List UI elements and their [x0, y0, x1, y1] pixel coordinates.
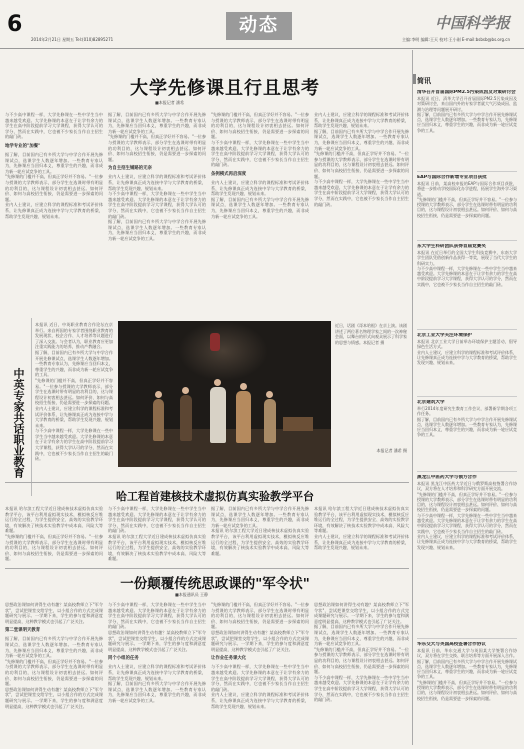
brief-item [417, 333, 517, 393]
brief-headline: 清华召开首届国际PM2.5污染成因及对策研讨会 [417, 90, 516, 95]
brief-item [417, 642, 517, 742]
body-text: 业内人士建议，应建立科学的课程标准和考试评价体系，让先修课真正成为连接中学与大学教育的桥梁，帮助学生发现兴趣、规划未来。 [108, 174, 206, 191]
body-text: 业内人士建议，应建立科学的课程标准和考试评价体系，让先修课真正成为连接中学与大学教育的桥梁，帮助学生发现兴趣、规划未来。 [5, 202, 103, 219]
brief-item [417, 475, 517, 635]
page-number: 6 [7, 12, 23, 37]
body-text: 业内人士建议，应建立科学的课程标准和考试评价体系，让先修课真正成为连接中学与大学教育的桥梁，帮助学生发现兴趣、规划未来。 [108, 664, 206, 681]
body-text: "先修课的门槛并不高，但真正学好并不容易。"一位参与授课的大学教师表示，部分学生在选课时带有明显的功利目的，这与课程设计初衷相去甚远。如何评价、如何与高校招生衔接，仍是需要进一步探索的问题。 [211, 602, 309, 630]
brief-text: "先修课的门槛并不高，但真正学好并不容易。"一位参与授课的大学教师表示，部分学生在选课时带有明显的功利目的，这与课程设计初衷相去甚远。如何评价、如何与高校招生衔接，仍是需要进一步探索的问题。 [417, 679, 517, 701]
subhead: 为自主招生铺路的无奈 [108, 166, 152, 172]
brief-text: 本报讯 黑龙江中医药大学近日与俄罗斯高校签署合作协议，双方将在人才培养和科学研究方面开展交流。 [417, 481, 517, 492]
actor-head [240, 383, 247, 390]
article-3-column-1 [5, 602, 103, 742]
actor-figure [236, 391, 251, 443]
body-text: 据了解，目前国内已有多所大学与中学合作开展先修课试点，选课学生人数逐年增加。一些教育专家认为，先修课应当回归本义，尊重学生的兴趣，而非成为新一轮应试竞争的工具。 [211, 506, 309, 528]
article-2-column-2 [108, 506, 206, 566]
brief-headline: 黑龙江中医药大学与俄方合作 [417, 475, 477, 480]
brief-item [417, 90, 517, 168]
brief-item [417, 400, 517, 468]
body-text: 本报讯 近日，中英职业教育合作论坛在京举行。来自两国的专家学者围绕职业教育的发展现状、校企合作、人才培养等议题进行了深入交流。与会者认为，职业教育应更加注重实践能力的培养，推动产教融合。 [35, 322, 113, 350]
sidebar-title: 简讯 [417, 77, 431, 85]
brief-text: 本报讯 在近日举行的全国大学生科技竞赛中，东南大学学生团队凭借创新作品获得一等奖，展现了当代大学生的科研实力。 [417, 250, 517, 266]
body-text: 据了解，目前国内已有多所大学与中学合作开展先修课试点，选课学生人数逐年增加。一些教育专家认为，先修课应当回归本义，尊重学生的兴趣，而非成为新一轮应试竞争的工具。 [35, 349, 113, 378]
body-text: 据了解，目前国内已有多所大学与中学合作开展先修课试点，选课学生人数逐年增加。一些教育专家认为，先修课应当回归本义，尊重学生的兴趣，而非成为新一轮应试竞争的工具。 [211, 196, 309, 219]
brief-text: 本报讯 近日，清华大学召开首届国际PM2.5污染成因及对策研讨会，来自国内外的专家学者就大气污染成因、监测与治理等问题展开研讨。 [417, 96, 517, 112]
brief-headline: 华东交大与英国高校签署合作协议 [417, 642, 486, 647]
body-text: 据了解，目前国内已有多所大学与中学合作开展先修课试点，选课学生人数逐年增加。一些教育专家认为，先修课应当回归本义，尊重学生的兴趣，而非成为新一轮应试竞争的工具。 [108, 112, 206, 134]
body-text: "先修课的门槛并不高，但真正学好并不容易。"一位参与授课的大学教师表示，部分学生在选课时带有明显的功利目的，这与课程设计初衷相去甚远。如何评价、如何与高校招生衔接，仍是需要进一步探索的问题。 [35, 377, 113, 406]
divider [5, 482, 409, 483]
body-text: 本报讯 哈尔滨工程大学近日建成核技术虚拟仿真实验教学平台，该平台利用虚拟现实技术，模拟核反应堆运行的全过程，为学生提供安全、高效的实验教学环境，有效解决了核技术实验教学中成本高、风险大等难题。 [108, 533, 206, 562]
body-text: 据了解，目前国内已有多所大学与中学合作开展先修课试点，选课学生人数逐年增加。一些教育专家认为，先修课应当回归本义，尊重学生的兴趣，而非成为新一轮应试竞争的工具。 [314, 128, 409, 151]
body-text: "先修课的门槛并不高，但真正学好并不容易。"一位参与授课的大学教师表示，部分学生在选课时带有明显的功利目的，这与课程设计初衷相去甚远。如何评价、如何与高校招生衔接，仍是需要进一步探索的问题。 [108, 134, 206, 162]
brief-headline: 东大学生科研团队获得首届竞赛奖 [417, 244, 486, 249]
divider [417, 471, 517, 472]
article-2-column-1 [5, 506, 103, 566]
brief-headline: 北京建筑大学 [417, 400, 445, 405]
actor-head [266, 391, 273, 398]
brief-item [417, 244, 517, 326]
actor-figure [264, 399, 276, 443]
subhead: 同个小组的任务 [108, 656, 139, 662]
body-text: 思想政治课如何讲得生动有趣？某高校教师立下"军令状"，尝试把课堂交给学生，以小组合作的方式完成课题研究与展示。一学期下来，学生的参与度和满意度明显提高，这种教学模式也引起了广泛关注。 [211, 629, 309, 652]
main-byline: ■本报记者 潘希 [155, 100, 185, 105]
brief-text: 业内人士建议，应建立科学的课程标准和考试评价体系，让先修课真正成为连接中学与大学教育的桥梁，帮助学生发现兴趣、规划未来。 [417, 349, 517, 366]
photo-credit: 本报记者 潘希 摄 [376, 448, 407, 453]
body-text: 业内人士建议，应建立科学的课程标准和考试评价体系，让先修课真正成为连接中学与大学教育的桥梁，帮助学生发现兴趣、规划未来。 [211, 692, 309, 709]
body-text: 业内人士建议，应建立科学的课程标准和考试评价体系，让先修课真正成为连接中学与大学教育的桥梁，帮助学生发现兴趣、规划未来。 [35, 405, 113, 428]
divider [417, 240, 517, 241]
main-content [5, 50, 409, 745]
brief-text: 本报讯 日前，某高校申报的EAP与国际合作项目获批，将进一步推动学校国际化办学进程，拓展学生海外学习渠道。 [417, 181, 517, 197]
body-text: 与不少高中课程一样，大学先修课在一些中学生当中越来越受欢迎。大学先修课的本意在于让学有余力的学生在高中阶段提前学习大学课程，获得大学认可的学分，然而在实践中，它也被不少家长当作自主招生的敲门砖。 [211, 139, 309, 168]
brief-text: 举行2014年度研究生教育工作会议，部署新学期各项工作任务。 [417, 406, 517, 417]
body-text: "先修课的门槛并不高，但真正学好并不容易。"一位参与授课的大学教师表示，部分学生在选课时带有明显的功利目的，这与课程设计初衷相去甚远。如何评价、如何与高校招生衔接，仍是需要进一步探索的问题。 [211, 112, 309, 140]
brief-text: 据了解，目前国内已有多所大学与中学合作开展先修课试点，选课学生人数逐年增加。一些教育专家认为，先修课应当回归本义，尊重学生的兴趣，而非成为新一轮应试竞争的工具。 [417, 416, 517, 438]
body-text: 与不少高中课程一样，大学先修课在一些中学生当中越来越受欢迎。大学先修课的本意在于让学有余力的学生在高中阶段提前学习大学课程，获得大学认可的学分，然而在实践中，它也被不少家长当作自主招生的敲门砖。 [5, 112, 103, 140]
divider [417, 329, 517, 330]
body-text: "先修课的门槛并不高，但真正学好并不容易。"一位参与授课的大学教师表示，部分学生在选课时带有明显的功利目的，这与课程设计初衷相去甚远。如何评价、如何与高校招生衔接，仍是需要进一步探索的问题。 [314, 646, 409, 675]
brief-headline: EAP与国际合作新增专业项目获批 [417, 175, 487, 180]
body-text: 业内人士建议，应建立科学的课程标准和考试评价体系，让先修课真正成为连接中学与大学教育的桥梁，帮助学生发现兴趣、规划未来。 [314, 112, 409, 129]
body-text: 本报讯 哈尔滨工程大学近日建成核技术虚拟仿真实验教学平台，该平台利用虚拟现实技术，模拟核反应堆运行的全过程，为学生提供安全、高效的实验教学环境，有效解决了核技术实验教学中成本高、风险大等难题。 [211, 528, 309, 556]
body-text: 与不少高中课程一样，大学先修课在一些中学生当中越来越受欢迎。大学先修课的本意在于让学有余力的学生在高中阶段提前学习大学课程，获得大学认可的学分，然而在实践中，它也被不少家长当作自主招生的敲门砖。 [211, 664, 309, 692]
actor-figure [210, 387, 226, 443]
body-text: 据了解，目前国内已有多所大学与中学合作开展先修课试点，选课学生人数逐年增加。一些教育专家认为，先修课应当回归本义，尊重学生的兴趣，而非成为新一轮应试竞争的工具。 [5, 636, 103, 659]
body-text: 思想政治课如何讲得生动有趣？某高校教师立下"军令状"，尝试把课堂交给学生，以小组合作的方式完成课题研究与展示。一学期下来，学生的参与度和满意度明显提高，这种教学模式也引起了广泛关注。 [108, 629, 206, 652]
brief-text: 与不少高中课程一样，大学先修课在一些中学生当中越来越受欢迎。大学先修课的本意在于让学有余力的学生在高中阶段提前学习大学课程，获得大学认可的学分，然而在实践中，它也被不少家长当作自主招生的敲门砖。 [417, 265, 517, 287]
article-3-headline: 一份颠覆传统思政课的"军令状" [120, 576, 310, 592]
body-text: 与不少高中课程一样，大学先修课在一些中学生当中越来越受欢迎。大学先修课的本意在于让学有余力的学生在高中阶段提前学习大学课程，获得大学认可的学分，然而在实践中，它也被不少家长当作自主招生的敲门砖。 [108, 191, 206, 219]
body-text: 思想政治课如何讲得生动有趣？某高校教师立下"军令状"，尝试把课堂交给学生，以小组合作的方式完成课题研究与展示。一学期下来，学生的参与度和满意度明显提高，这种教学模式也引起了广泛关注。 [5, 686, 103, 709]
article-3-column-4 [314, 602, 409, 742]
brief-text: 本报讯 北京工业大学日前举办环境保护主题活动，倡导绿色生活方式。 [417, 339, 517, 350]
article-3-column-3 [211, 602, 309, 742]
brief-text: "先修课的门槛并不高，但真正学好并不容易。"一位参与授课的大学教师表示，部分学生在选课时带有明显的功利目的，这与课程设计初衷相去甚远。如何评价、如何与高校招生衔接，仍是需要进一步探索的问题。 [417, 491, 517, 513]
body-text: 思想政治课如何讲得生动有趣？某高校教师立下"军令状"，尝试把课堂交给学生，以小组合作的方式完成课题研究与展示。一学期下来，学生的参与度和满意度明显提高，这种教学模式也引起了广泛关注。 [5, 602, 103, 624]
actor-figure [153, 399, 164, 441]
body-text: "先修课的门槛并不高，但真正学好并不容易。"一位参与授课的大学教师表示，部分学生在选课时带有明显的功利目的，这与课程设计初衷相去甚远。如何评价、如何与高校招生衔接，仍是需要进一步探索的问题。 [314, 151, 409, 179]
divider [31, 318, 32, 496]
actor-figure [180, 395, 192, 441]
brief-text: 据了解，目前国内已有多所大学与中学合作开展先修课试点，选课学生人数逐年增加。一些教育专家认为，先修课应当回归本义，尊重学生的兴趣，而非成为新一轮应试竞争的工具。 [417, 111, 517, 133]
body-text: 与不少高中课程一样，大学先修课在一些中学生当中越来越受欢迎。大学先修课的本意在于让学有余力的学生在高中阶段提前学习大学课程，获得大学认可的学分，然而在实践中，它也被不少家长当作自主招生的敲门砖。 [108, 506, 206, 534]
stage-table [283, 417, 313, 431]
main-headline: 大学先修课且行且思考 [130, 78, 320, 99]
divider [417, 396, 517, 397]
body-text: 据了解，目前国内已有多所大学与中学合作开展先修课试点，选课学生人数逐年增加。一些教育专家认为，先修课应当回归本义，尊重学生的兴趣，而非成为新一轮应试竞争的工具。 [5, 151, 103, 174]
divider [417, 171, 517, 172]
masthead-logo: 中国科学报 [434, 14, 510, 32]
article-3-column-2 [108, 602, 206, 742]
main-column-3 [211, 112, 309, 320]
body-text: "先修课的门槛并不高，但真正学好并不容易。"一位参与授课的大学教师表示，部分学生在选课时带有明显的功利目的，这与课程设计初衷相去甚远。如何评价、如何与高校招生衔接，仍是需要进一步探索的问题。 [5, 174, 103, 202]
body-text: 与不少高中课程一样，大学先修课在一些中学生当中越来越受欢迎。大学先修课的本意在于让学有余力的学生在高中阶段提前学习大学课程，获得大学认可的学分，然而在实践中，它也被不少家长当作自主招生的敲门砖。 [314, 179, 409, 207]
body-text: 据了解，目前国内已有多所大学与中学合作开展先修课试点，选课学生人数逐年增加。一些教育专家认为，先修课应当回归本义，尊重学生的兴趣，而非成为新一轮应试竞争的工具。 [108, 681, 206, 703]
section-marker [413, 74, 416, 84]
brief-text: 业内人士建议，应建立科学的课程标准和考试评价体系，让先修课真正成为连接中学与大学教育的桥梁，帮助学生发现兴趣、规划未来。 [417, 533, 517, 550]
feature-column [35, 322, 113, 484]
divider [417, 638, 517, 639]
brief-text: 据了解，目前国内已有多所大学与中学合作开展先修课试点，选课学生人数逐年增加。一些教育专家认为，先修课应当回归本义，尊重学生的兴趣，而非成为新一轮应试竞争的工具。 [417, 658, 517, 680]
body-text: 本报讯 哈尔滨工程大学近日建成核技术虚拟仿真实验教学平台，该平台利用虚拟现实技术，模拟核反应堆运行的全过程，为学生提供安全、高效的实验教学环境，有效解决了核技术实验教学中成本高、风险大等难题。 [5, 506, 103, 534]
brief-headline: 北京工业大学关注环境保护 [417, 333, 473, 338]
actor-head [182, 387, 189, 394]
subhead: 地学专业的"加餐" [5, 143, 41, 149]
photo-caption: 近日，话剧《哥本哈根》在京上演。该剧讲述了两位著名物理学家之间的一次神秘会面，以舞台的形式向观众展示了科学家的思想与情感。本报记者 摄 [335, 323, 407, 345]
stage-photo [118, 321, 331, 467]
brief-text: 与不少高中课程一样，大学先修课在一些中学生当中越来越受欢迎。大学先修课的本意在于让学有余力的学生在高中阶段提前学习大学课程，获得大学认可的学分，然而在实践中，它也被不少家长当作自主招生的敲门砖。 [417, 512, 517, 534]
body-text: 据了解，目前国内已有多所大学与中学合作开展先修课试点，选课学生人数逐年增加。一些教育专家认为，先修课应当回归本义，尊重学生的兴趣，而非成为新一轮应试竞争的工具。 [314, 624, 409, 647]
feature-title: 中英专家共话职业教育 [12, 368, 25, 478]
actor-head [155, 391, 162, 398]
editor-line: 主编:李明 编辑:王天 校对:王小刚 E-mail:bsbsb@bs.org.cn [402, 37, 510, 42]
body-text: 与不少高中课程一样，大学先修课在一些中学生当中越来越受欢迎。大学先修课的本意在于让学有余力的学生在高中阶段提前学习大学课程，获得大学认可的学分，然而在实践中，它也被不少家长当作自主招生的敲门砖。 [108, 602, 206, 630]
body-text: 与不少高中课程一样，大学先修课在一些中学生当中越来越受欢迎。大学先修课的本意在于让学有余力的学生在高中阶段提前学习大学课程，获得大学认可的学分，然而在实践中，它也被不少家长当作自主招生的敲门砖。 [314, 674, 409, 703]
article-3-byline: ■本报通讯员 王静 [175, 592, 209, 597]
body-text: 与不少高中课程一样，大学先修课在一些中学生当中越来越受欢迎。大学先修课的本意在于让学有余力的学生在高中阶段提前学习大学课程，获得大学认可的学分，然而在实践中，它也被不少家长当作自主招生的敲门砖。 [35, 428, 113, 462]
article-2-column-3 [211, 506, 309, 566]
body-text: 业内人士建议，应建立科学的课程标准和考试评价体系，让先修课真正成为连接中学与大学教育的桥梁，帮助学生发现兴趣、规划未来。 [211, 179, 309, 197]
body-text: 业内人士建议，应建立科学的课程标准和考试评价体系，让先修课真正成为连接中学与大学教育的桥梁，帮助学生发现兴趣、规划未来。 [314, 533, 409, 551]
subhead: 条例模式再启深度 [211, 171, 247, 177]
body-text: "先修课的门槛并不高，但真正学好并不容易。"一位参与授课的大学教师表示，部分学生在选课时带有明显的功利目的，这与课程设计初衷相去甚远。如何评价、如何与高校招生衔接，仍是需要进一步探索的问题。 [5, 533, 103, 562]
body-text: 思想政治课如何讲得生动有趣？某高校教师立下"军令状"，尝试把课堂交给学生，以小组合作的方式完成课题研究与展示。一学期下来，学生的参与度和满意度明显提高，这种教学模式也引起了广泛关注。 [314, 602, 409, 624]
main-column-2 [108, 112, 206, 320]
actor-head [214, 379, 221, 386]
article-2-headline: 哈工程首建核技术虚拟仿真实验教学平台 [116, 490, 314, 503]
main-column-4 [314, 112, 409, 320]
brief-item [417, 175, 517, 237]
article-2-column-4 [314, 506, 409, 566]
body-text: 本报讯 哈尔滨工程大学近日建成核技术虚拟仿真实验教学平台，该平台利用虚拟现实技术，模拟核反应堆运行的全过程，为学生提供安全、高效的实验教学环境，有效解决了核技术实验教学中成本高、风险大等难题。 [314, 506, 409, 534]
backdrop-light [178, 321, 268, 381]
body-text: 据了解，目前国内已有多所大学与中学合作开展先修课试点，选课学生人数逐年增加。一些教育专家认为，先修课应当回归本义，尊重学生的兴趣，而非成为新一轮应试竞争的工具。 [108, 219, 206, 241]
news-brief-sidebar [412, 50, 519, 745]
subhead: 让作业任务课大化 [211, 656, 247, 662]
balcony-figure [210, 333, 220, 351]
section-tab: 动态 [226, 12, 292, 40]
subhead: 第二堂课明天教育 [5, 628, 41, 634]
brief-text: "先修课的门槛并不高，但真正学好并不容易。"一位参与授课的大学教师表示，部分学生在选课时带有明显的功利目的，这与课程设计初衷相去甚远。如何评价、如何与高校招生衔接，仍是需要进一步探索的问题。 [417, 196, 517, 218]
divider [5, 568, 409, 569]
brief-text: 本报讯 日前，华东交通大学与英国某大学签署合作协议，双方将在学生交换、联合培养等方面开展深入合作。 [417, 648, 517, 659]
issue-date: 2014年2月21日 星期五 Tel:(010)82895271 [31, 37, 114, 42]
main-column-1 [5, 112, 103, 320]
page-header [0, 0, 524, 49]
body-text: "先修课的门槛并不高，但真正学好并不容易。"一位参与授课的大学教师表示，部分学生在选课时带有明显的功利目的，这与课程设计初衷相去甚远。如何评价、如何与高校招生衔接，仍是需要进一步探索的问题。 [5, 658, 103, 687]
